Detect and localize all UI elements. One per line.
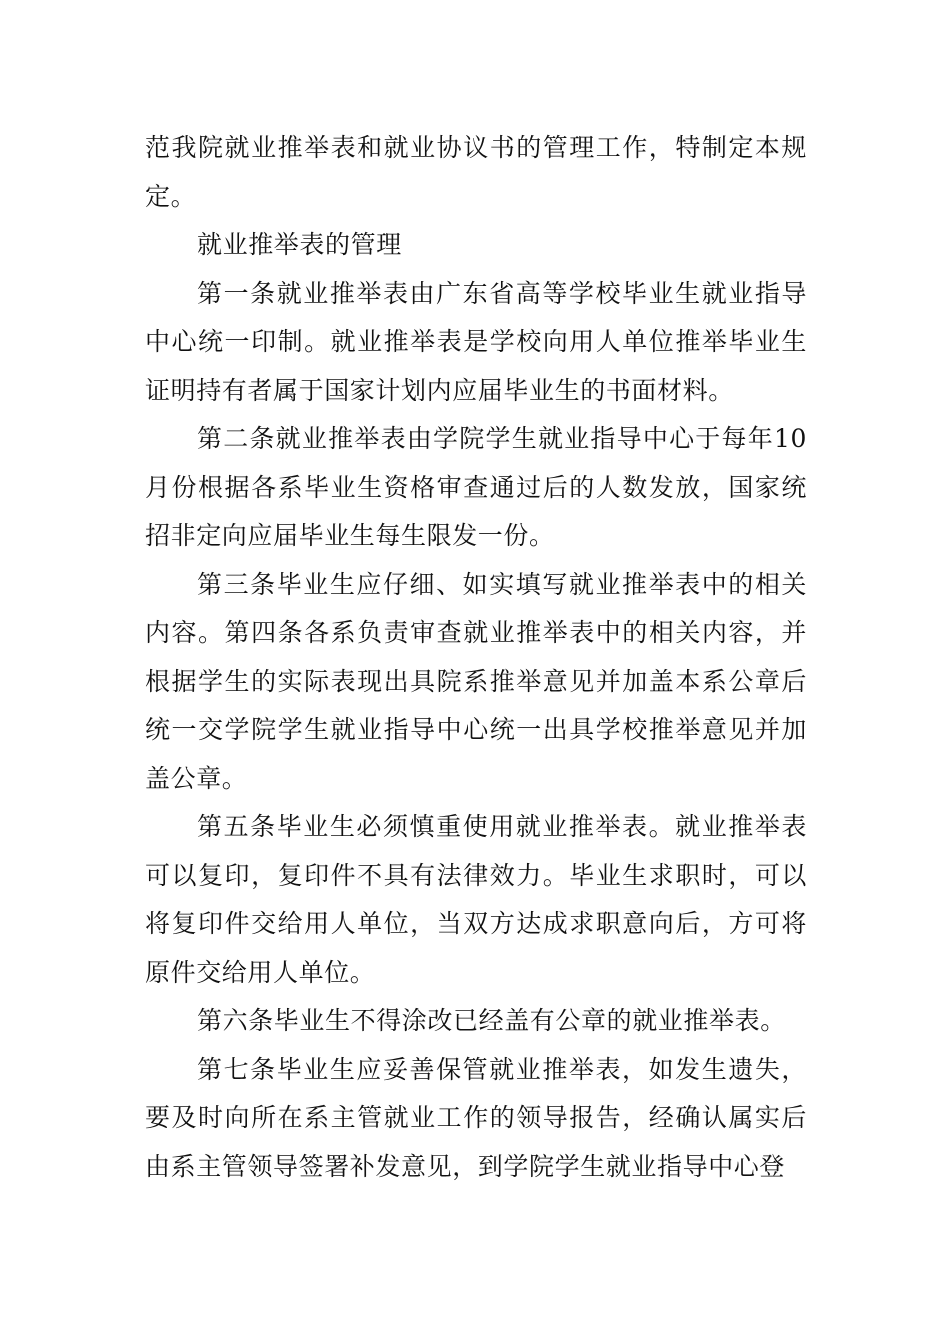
article-1: 第一条就业推举表由广东省高等学校毕业生就业指导中心统一印制。就业推举表是学校向用人单位推举毕业生证明持有者属于国家计划内应届毕业生的书面材料。 [145,278,807,405]
article-5: 第五条毕业生必须慎重使用就业推举表。就业推举表可以复印，复印件不具有法律效力。毕业生求职时，可以将复印件交给用人单位，当双方达成求职意向后，方可将原件交给用人单位。 [145,812,807,987]
paragraph-intro-continuation: 范我院就业推举表和就业协议书的管理工作，特制定本规定。 [145,133,807,211]
document-body [145,124,807,1191]
article-7: 第七条毕业生应妥善保管就业推举表，如发生遗失，要及时向所在系主管就业工作的领导报告，经确认属实后由系主管领导签署补发意见，到学院学生就业指导中心登 [145,1054,807,1181]
article-6: 第六条毕业生不得涂改已经盖有公章的就业推举表。 [197,1006,786,1035]
article-3-4: 第三条毕业生应仔细、如实填写就业推举表中的相关内容。第四条各系负责审查就业推举表中的相关内容，并根据学生的实际表现出具院系推举意见并加盖本系公章后统一交学院学生就业指导中心统一出具学校推举意见并加盖公章。 [145,569,807,793]
section-heading-recommendation-form: 就业推举表的管理 [197,230,402,259]
article-2: 第二条就业推举表由学院学生就业指导中心于每年10月份根据各系毕业生资格审查通过后的人数发放，国家统招非定向应届毕业生每生限发一份。 [145,424,807,550]
